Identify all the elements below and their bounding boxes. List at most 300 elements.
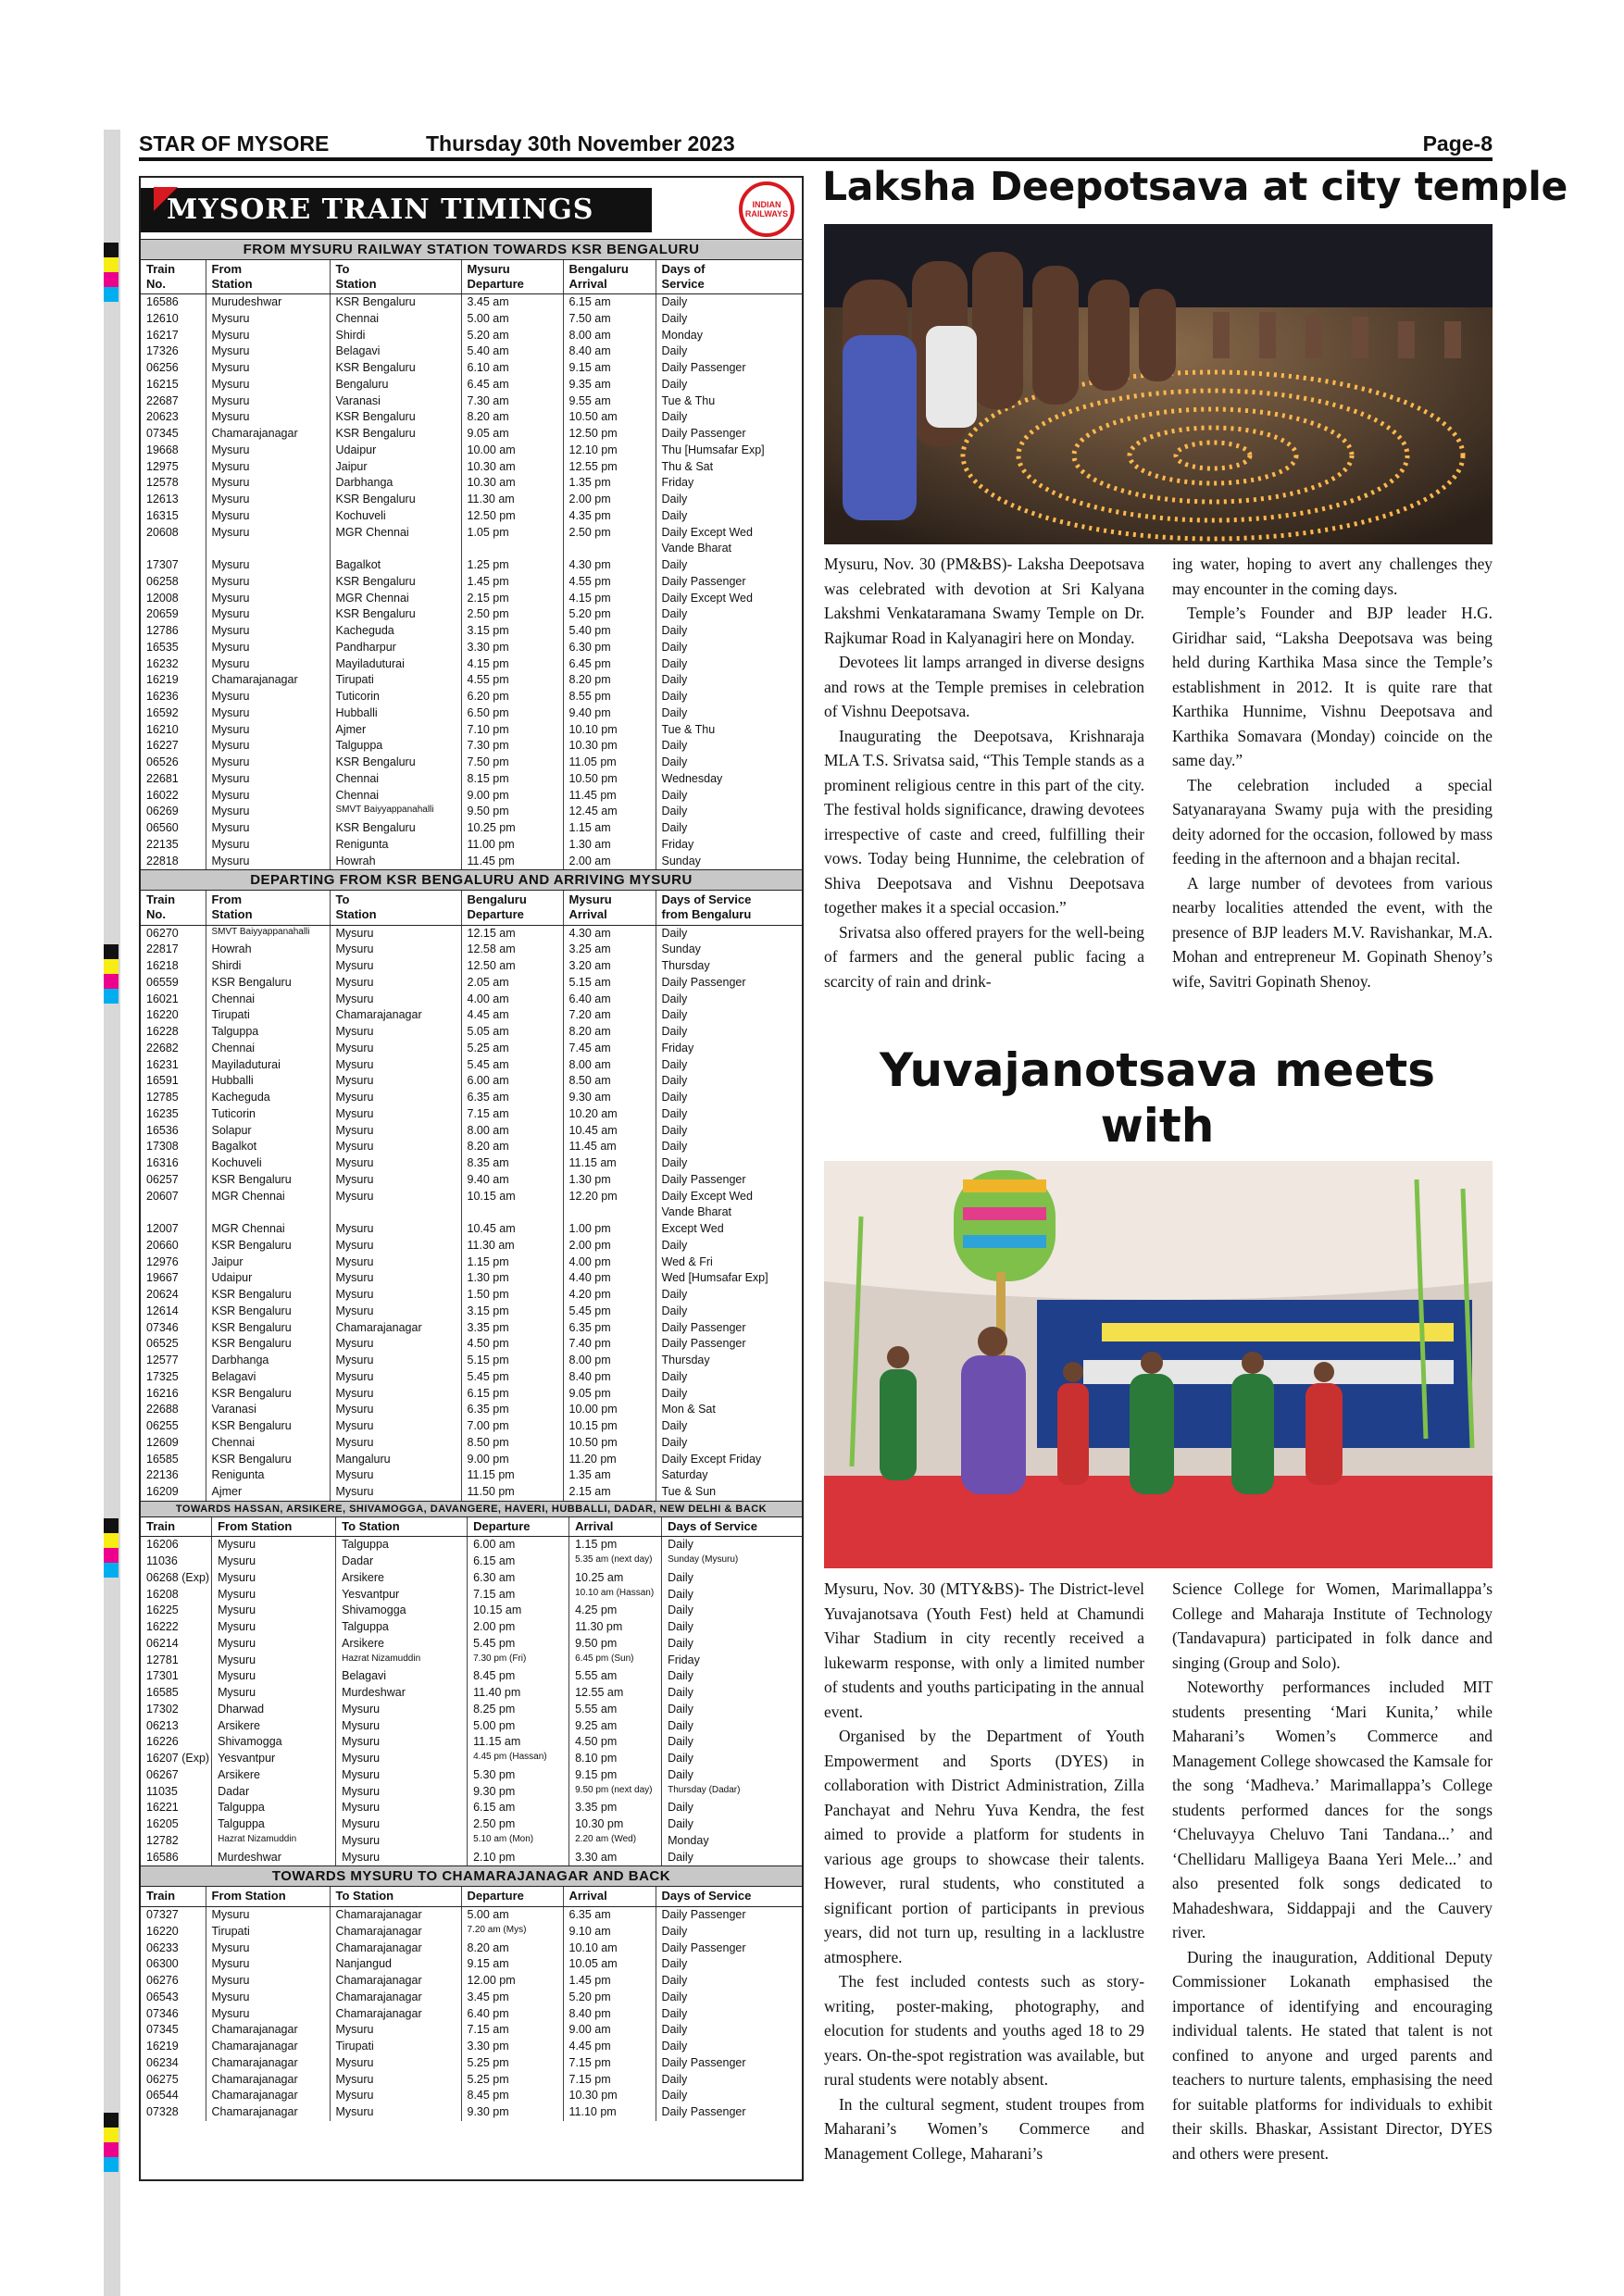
table-cell: 8.00 pm: [563, 1353, 656, 1369]
table-row: [141, 1106, 802, 1123]
table-cell: 8.00 am: [563, 328, 656, 344]
table-cell: Renigunta: [206, 1467, 330, 1484]
table-cell: Chamarajanagar: [330, 1924, 461, 1940]
table-cell: Tirupati: [330, 672, 461, 689]
table-cell: 4.40 pm: [563, 1270, 656, 1287]
table-cell: Mayiladuturai: [206, 1057, 330, 1074]
table-row: [141, 992, 802, 1008]
table-cell: [206, 541, 330, 557]
table-cell: 17325: [146, 1369, 179, 1383]
table-cell: 16586: [146, 295, 179, 309]
table-cell: 1.25 pm: [461, 557, 563, 574]
table-cell: Daily: [662, 1702, 802, 1718]
table-cell: Mysuru: [330, 1221, 461, 1238]
table-cell: 1.15 pm: [569, 1537, 662, 1554]
table-cell: 11.05 pm: [563, 755, 656, 771]
table-cell: Daily: [656, 820, 802, 837]
table-cell: Bengaluru: [330, 377, 461, 393]
table-cell: Mysuru: [212, 1587, 336, 1603]
table-cell: Daily: [656, 804, 802, 820]
table-cell: 8.40 am: [563, 343, 656, 360]
table-cell: Daily: [656, 557, 802, 574]
table-cell: 8.40 pm: [563, 2006, 656, 2023]
table-cell: Solapur: [206, 1123, 330, 1140]
table-cell: Mysuru: [206, 443, 330, 459]
table-cell: Mysuru: [212, 1570, 336, 1587]
table-cell: Daily: [662, 1685, 802, 1702]
table-cell: 10.25 pm: [461, 820, 563, 837]
table-cell: 16228: [146, 1025, 179, 1039]
table-cell: Mysuru: [206, 328, 330, 344]
table-cell: Jaipur: [206, 1254, 330, 1271]
table-cell: 8.00 am: [563, 1057, 656, 1074]
table-cell: Mysuru: [206, 574, 330, 591]
table-cell: KSR Bengaluru: [206, 1304, 330, 1320]
table-cell: 16586: [146, 1850, 179, 1864]
table-cell: Chennai: [330, 311, 461, 328]
table-cell: Mysuru: [206, 771, 330, 788]
table-row: [141, 1973, 802, 1990]
paper-name: STAR OF MYSORE: [139, 131, 330, 156]
table-cell: Chamarajanagar: [330, 1320, 461, 1337]
table-cell: 12.15 am: [461, 925, 563, 942]
table-cell: 12.50 pm: [461, 508, 563, 525]
table-row: [141, 672, 802, 689]
column-header: Train No.: [141, 260, 206, 294]
column-header: Train No.: [141, 891, 206, 925]
table-row: [141, 1907, 802, 1924]
table-cell: 11.40 pm: [468, 1685, 569, 1702]
table-cell: Daily: [656, 2088, 802, 2104]
table-cell: Chamarajanagar: [330, 2006, 461, 2023]
table-cell: Daily: [656, 606, 802, 623]
table-cell: Yesvantpur: [212, 1751, 336, 1767]
table-row: [141, 1940, 802, 1957]
table-row: [141, 1990, 802, 2006]
color-registration-bar: [104, 944, 119, 1004]
table-cell: 4.20 pm: [563, 1287, 656, 1304]
table-cell: Mayiladuturai: [330, 656, 461, 673]
table-cell: Daily: [662, 1636, 802, 1653]
table-cell: Mysuru: [330, 1106, 461, 1123]
table-cell: Mysuru: [206, 788, 330, 805]
table-cell: 20608: [146, 525, 179, 539]
table-cell: Shivamogga: [212, 1734, 336, 1751]
table-row: [141, 426, 802, 443]
article1-paragraph: ing water, hoping to avert any challenges they may encounter in the coming days.: [1172, 555, 1493, 598]
table-cell: Friday: [656, 837, 802, 854]
table-cell: 5.00 pm: [468, 1718, 569, 1735]
red-flag-icon: [154, 187, 178, 211]
table-cell: Daily: [656, 1956, 802, 1973]
timetable-header-row: [141, 1887, 802, 1906]
table-cell: 06233: [146, 1940, 179, 1954]
table-row: [141, 1784, 802, 1801]
table-cell: 1.15 am: [563, 820, 656, 837]
table-cell: Yesvantpur: [336, 1587, 468, 1603]
table-cell: Chamarajanagar: [206, 2104, 330, 2121]
table-cell: 1.35 am: [563, 1467, 656, 1484]
table-cell: 07345: [146, 2023, 179, 2037]
table-cell: Chennai: [330, 771, 461, 788]
table-cell: Daily: [656, 738, 802, 755]
table-row: [141, 1570, 802, 1587]
table-cell: Shivamogga: [336, 1603, 468, 1619]
table-cell: 7.40 pm: [563, 1336, 656, 1353]
table-cell: KSR Bengaluru: [330, 294, 461, 311]
table-cell: 8.40 pm: [563, 1369, 656, 1386]
table-cell: Mysuru: [330, 2055, 461, 2072]
table-row: [141, 623, 802, 640]
table-cell: Dadar: [212, 1784, 336, 1801]
table-cell: Belagavi: [330, 343, 461, 360]
table-cell: 4.35 pm: [563, 508, 656, 525]
table-cell: 12008: [146, 591, 179, 605]
table-cell: 2.50 pm: [468, 1816, 569, 1833]
table-row: [141, 942, 802, 958]
table-row: [141, 788, 802, 805]
table-cell: 6.35 am: [461, 1090, 563, 1106]
table-row: [141, 574, 802, 591]
table-row: [141, 1057, 802, 1074]
table-cell: Mysuru: [206, 343, 330, 360]
table-cell: 9.10 am: [563, 1924, 656, 1940]
table-cell: 11.15 am: [468, 1734, 569, 1751]
table-cell: Daily: [656, 1418, 802, 1435]
table-cell: 6.45 pm (Sun): [569, 1653, 662, 1669]
table-row: [141, 459, 802, 476]
article1-headline: Laksha Deepotsava at city temple: [822, 165, 1568, 210]
table-cell: [563, 1204, 656, 1221]
table-cell: 10.25 am: [569, 1570, 662, 1587]
table-cell: 9.35 am: [563, 377, 656, 393]
table-cell: Monday: [656, 328, 802, 344]
table-cell: Mysuru: [336, 1767, 468, 1784]
table-cell: 12610: [146, 311, 179, 325]
table-row: [141, 1587, 802, 1603]
table-cell: SMVT Baiyyappanahalli: [206, 925, 330, 942]
article2-paragraph: Organised by the Department of Youth Empowerment and Sports (DYES) in collaboration with District Administration, Zilla Panchayat and Nehru Yuva Kendra, the fest aimed to provide a platform for students in various age groups to showcase their talents. However, rural students, who constituted a significant portion of participants in previous years, did not turn up, resulting in a lacklustre atmosphere.: [824, 1727, 1144, 1966]
table-cell: 3.15 pm: [461, 623, 563, 640]
table-cell: Mysuru: [206, 377, 330, 393]
table-cell: Mysuru: [330, 1418, 461, 1435]
table-cell: Ajmer: [330, 722, 461, 739]
table-cell: KSR Bengaluru: [206, 1172, 330, 1189]
page-masthead: [139, 130, 1493, 161]
table-cell: 6.35 am: [563, 1907, 656, 1924]
column-header: Mysuru Arrival: [563, 891, 656, 925]
table-row: [141, 443, 802, 459]
table-cell: 06267: [146, 1767, 179, 1781]
table-cell: 7.50 am: [563, 311, 656, 328]
table-cell: 6.50 pm: [461, 705, 563, 722]
table-cell: Varanasi: [206, 1402, 330, 1418]
table-row: [141, 640, 802, 656]
table-cell: 5.15 am: [563, 975, 656, 992]
table-cell: 22135: [146, 837, 179, 851]
table-cell: Mysuru: [336, 1800, 468, 1816]
table-cell: 06257: [146, 1172, 179, 1186]
table-cell: 9.40 am: [461, 1172, 563, 1189]
table-row: [141, 1751, 802, 1767]
table-cell: 16227: [146, 739, 179, 753]
table-cell: Daily: [656, 2006, 802, 2023]
table-cell: 10.50 pm: [563, 771, 656, 788]
table-row: [141, 1007, 802, 1024]
table-cell: Daily: [656, 788, 802, 805]
table-cell: 9.15 pm: [569, 1767, 662, 1784]
table-cell: 4.55 pm: [461, 672, 563, 689]
table-cell: Mysuru: [336, 1718, 468, 1735]
table-cell: 2.00 am: [563, 854, 656, 870]
table-cell: 12609: [146, 1435, 179, 1449]
table-cell: 06214: [146, 1636, 179, 1650]
table-cell: 16217: [146, 328, 179, 342]
table-cell: Mysuru: [206, 820, 330, 837]
table-cell: Mysuru: [206, 591, 330, 607]
table-cell: Mysuru: [206, 492, 330, 508]
table-cell: 2.15 pm: [461, 591, 563, 607]
table-cell: Daily: [662, 1537, 802, 1554]
table-cell: Daily Except Wed: [656, 591, 802, 607]
column-header: Days of Service from Bengaluru: [656, 891, 802, 925]
table-cell: Thursday: [656, 958, 802, 975]
table-cell: Daily: [656, 508, 802, 525]
table-cell: Daily: [662, 1734, 802, 1751]
table-cell: 1.15 pm: [461, 1254, 563, 1271]
table-cell: Mysuru: [330, 1189, 461, 1205]
table-cell: 16220: [146, 1924, 179, 1938]
table-cell: 16592: [146, 705, 179, 719]
table-cell: Mysuru: [206, 705, 330, 722]
table-cell: Chamarajanagar: [330, 1990, 461, 2006]
column-header: Departure: [461, 1887, 563, 1906]
table-row: [141, 2055, 802, 2072]
table-cell: 07346: [146, 1320, 179, 1334]
table-cell: 10.10 am (Hassan): [569, 1587, 662, 1603]
table-cell: 10.00 am: [461, 443, 563, 459]
table-cell: Mysuru: [330, 1287, 461, 1304]
article1-paragraph: Devotees lit lamps arranged in diverse designs and rows at the Temple premises in celebration of Vishnu Deepotsava.: [824, 653, 1144, 720]
table-cell: Kacheguda: [330, 623, 461, 640]
table-cell: 6.35 pm: [461, 1402, 563, 1418]
table-cell: 16536: [146, 1123, 179, 1137]
table-row: [141, 1287, 802, 1304]
table-cell: Shirdi: [206, 958, 330, 975]
table-cell: 12613: [146, 493, 179, 506]
table-cell: Daily Passenger: [656, 574, 802, 591]
table-cell: KSR Bengaluru: [330, 574, 461, 591]
table-cell: 8.20 am: [563, 1024, 656, 1041]
table-cell: Daily: [662, 1619, 802, 1636]
table-cell: Daily Passenger: [656, 2104, 802, 2121]
table-cell: Hubballi: [206, 1073, 330, 1090]
table-cell: Daily: [662, 1800, 802, 1816]
table-cell: Chamarajanagar: [206, 426, 330, 443]
table-cell: KSR Bengaluru: [206, 1418, 330, 1435]
table-cell: Sunday: [656, 942, 802, 958]
table-cell: 17308: [146, 1140, 179, 1154]
table-row: [141, 1636, 802, 1653]
table-row: [141, 1204, 802, 1221]
table-cell: 8.45 pm: [461, 2088, 563, 2104]
column-header: Train: [141, 1887, 206, 1906]
table-cell: 5.40 am: [461, 343, 563, 360]
table-cell: 10.30 am: [461, 459, 563, 476]
table-cell: Belagavi: [206, 1369, 330, 1386]
table-cell: Except Wed: [656, 1221, 802, 1238]
table-cell: 9.40 pm: [563, 705, 656, 722]
table-cell: Daily Passenger: [656, 1336, 802, 1353]
table-cell: Daily: [656, 1990, 802, 2006]
table-cell: 1.30 am: [563, 837, 656, 854]
table-cell: KSR Bengaluru: [206, 1238, 330, 1254]
table-cell: 6.40 am: [563, 992, 656, 1008]
table-cell: 9.05 pm: [563, 1386, 656, 1403]
table-row: [141, 1336, 802, 1353]
table-cell: Chamarajanagar: [206, 2088, 330, 2104]
table-cell: 9.00 pm: [461, 1452, 563, 1468]
table-cell: 7.45 am: [563, 1041, 656, 1057]
table-cell: Daily: [656, 1924, 802, 1940]
table-cell: Mysuru: [212, 1537, 336, 1554]
table-cell: 06560: [146, 821, 179, 835]
table-row: [141, 1041, 802, 1057]
table-cell: Thursday: [656, 1353, 802, 1369]
table-cell: KSR Bengaluru: [330, 426, 461, 443]
table-cell: 1.45 pm: [461, 574, 563, 591]
section-banner: TOWARDS HASSAN, ARSIKERE, SHIVAMOGGA, DAVANGERE, HAVERI, HUBBALLI, DADAR, NEW DELHI & BACK: [141, 1501, 802, 1517]
table-cell: 11.45 pm: [461, 854, 563, 870]
table-cell: 8.10 pm: [569, 1751, 662, 1767]
table-cell: 3.30 am: [569, 1850, 662, 1866]
table-cell: [330, 1204, 461, 1221]
table-cell: Vande Bharat: [656, 541, 802, 557]
color-registration-bar: [104, 1518, 119, 1578]
table-row: [141, 1668, 802, 1685]
table-row: [141, 393, 802, 410]
table-cell: Arsikere: [212, 1767, 336, 1784]
table-cell: 4.00 pm: [563, 1254, 656, 1271]
table-cell: 3.20 am: [563, 958, 656, 975]
table-cell: [206, 1204, 330, 1221]
table-cell: Daily: [662, 1850, 802, 1866]
table-cell: 12.20 pm: [563, 1189, 656, 1205]
table-row: [141, 1123, 802, 1140]
table-cell: 5.45 am: [461, 1057, 563, 1074]
table-cell: Kochuveli: [330, 508, 461, 525]
table-row: [141, 1484, 802, 1501]
table-cell: 6.15 am: [468, 1554, 569, 1570]
table-cell: Mysuru: [330, 925, 461, 942]
table-cell: 6.15 am: [563, 294, 656, 311]
table-cell: Daily: [656, 377, 802, 393]
table-cell: Renigunta: [330, 837, 461, 854]
yuvajanotsava-photo-illustration: [824, 1161, 1493, 1568]
table-cell: Mysuru: [330, 1172, 461, 1189]
table-cell: 2.15 am: [563, 1484, 656, 1501]
table-cell: Mysuru: [330, 2072, 461, 2089]
article1-paragraph: Mysuru, Nov. 30 (PM&BS)- Laksha Deepotsava was celebrated with devotion at Sri Kalyana Lakshmi Venkataramana Swamy Temple on Dr. Rajkumar Road in Kalyanagiri here on Monday.: [824, 555, 1144, 647]
article2-paragraph: During the inauguration, Additional Deputy Commissioner Lokanath emphasised the importance of identifying and encouraging individual talents. He stated that talent is not confined to anyone and urged parents and teachers to nurture talents, emphasising the need for suitable platforms for individuals to exhibit their skills. Bhaskar, Assistant Director, DYES and others were present.: [1172, 1947, 1493, 2163]
table-cell: Mysuru: [330, 1238, 461, 1254]
train-box-title: MYSORE TRAIN TIMINGS: [141, 188, 652, 232]
table-cell: Daily Passenger: [656, 2055, 802, 2072]
table-cell: 5.25 pm: [461, 2055, 563, 2072]
table-cell: 16232: [146, 656, 179, 670]
table-cell: Sunday (Mysuru): [662, 1554, 802, 1570]
table-cell: 16206: [146, 1538, 179, 1552]
table-cell: 06543: [146, 1990, 179, 2003]
table-cell: Chamarajanagar: [330, 1973, 461, 1990]
table-cell: 06559: [146, 975, 179, 989]
table-row: [141, 1270, 802, 1287]
table-cell: Daily Passenger: [656, 1907, 802, 1924]
indian-railways-logo: INDIAN RAILWAYS: [739, 181, 794, 237]
table-row: [141, 1816, 802, 1833]
table-cell: 6.30 am: [468, 1570, 569, 1587]
table-cell: 7.10 pm: [461, 722, 563, 739]
table-row: [141, 1924, 802, 1940]
table-cell: Mon & Sat: [656, 1402, 802, 1418]
table-cell: 7.15 am: [461, 2022, 563, 2039]
table-cell: Mysuru: [206, 804, 330, 820]
table-cell: 9.25 am: [569, 1718, 662, 1735]
table-cell: Chamarajanagar: [206, 2055, 330, 2072]
table-row: [141, 1418, 802, 1435]
table-row: [141, 1702, 802, 1718]
table-row: [141, 1073, 802, 1090]
table-row: [141, 1685, 802, 1702]
color-registration-bar: [104, 243, 119, 302]
table-cell: 4.30 pm: [563, 557, 656, 574]
table-row: [141, 1467, 802, 1484]
table-cell: 11.45 am: [563, 1139, 656, 1155]
table-cell: Daily Passenger: [656, 1940, 802, 1957]
train-box-header: [141, 178, 802, 239]
section-banner: FROM MYSURU RAILWAY STATION TOWARDS KSR BENGALURU: [141, 239, 802, 260]
table-cell: Tuticorin: [330, 689, 461, 705]
table-cell: 6.35 pm: [563, 1320, 656, 1337]
table-cell: 2.00 pm: [468, 1619, 569, 1636]
table-row: [141, 311, 802, 328]
table-cell: 20659: [146, 607, 179, 621]
table-cell: Mysuru: [330, 1123, 461, 1140]
table-row: [141, 1353, 802, 1369]
print-margin-strip: [104, 130, 120, 2296]
color-registration-bar: [104, 2113, 119, 2172]
table-cell: Daily: [656, 1090, 802, 1106]
table-cell: 2.00 pm: [563, 1238, 656, 1254]
table-row: [141, 1172, 802, 1189]
table-row: [141, 1304, 802, 1320]
section-banner: DEPARTING FROM KSR BENGALURU AND ARRIVING MYSURU: [141, 869, 802, 891]
table-cell: Mysuru: [330, 1304, 461, 1320]
table-cell: Daily: [656, 689, 802, 705]
table-cell: 3.25 am: [563, 942, 656, 958]
table-cell: Saturday: [656, 1467, 802, 1484]
table-cell: 20607: [146, 1189, 179, 1203]
table-cell: Mysuru: [330, 1336, 461, 1353]
table-cell: 3.35 pm: [461, 1320, 563, 1337]
table-row: [141, 360, 802, 377]
table-row: [141, 1619, 802, 1636]
table-cell: Mysuru: [330, 1353, 461, 1369]
table-cell: Jaipur: [330, 459, 461, 476]
table-row: [141, 475, 802, 492]
table-row: [141, 1155, 802, 1172]
table-cell: 5.20 pm: [563, 1990, 656, 2006]
